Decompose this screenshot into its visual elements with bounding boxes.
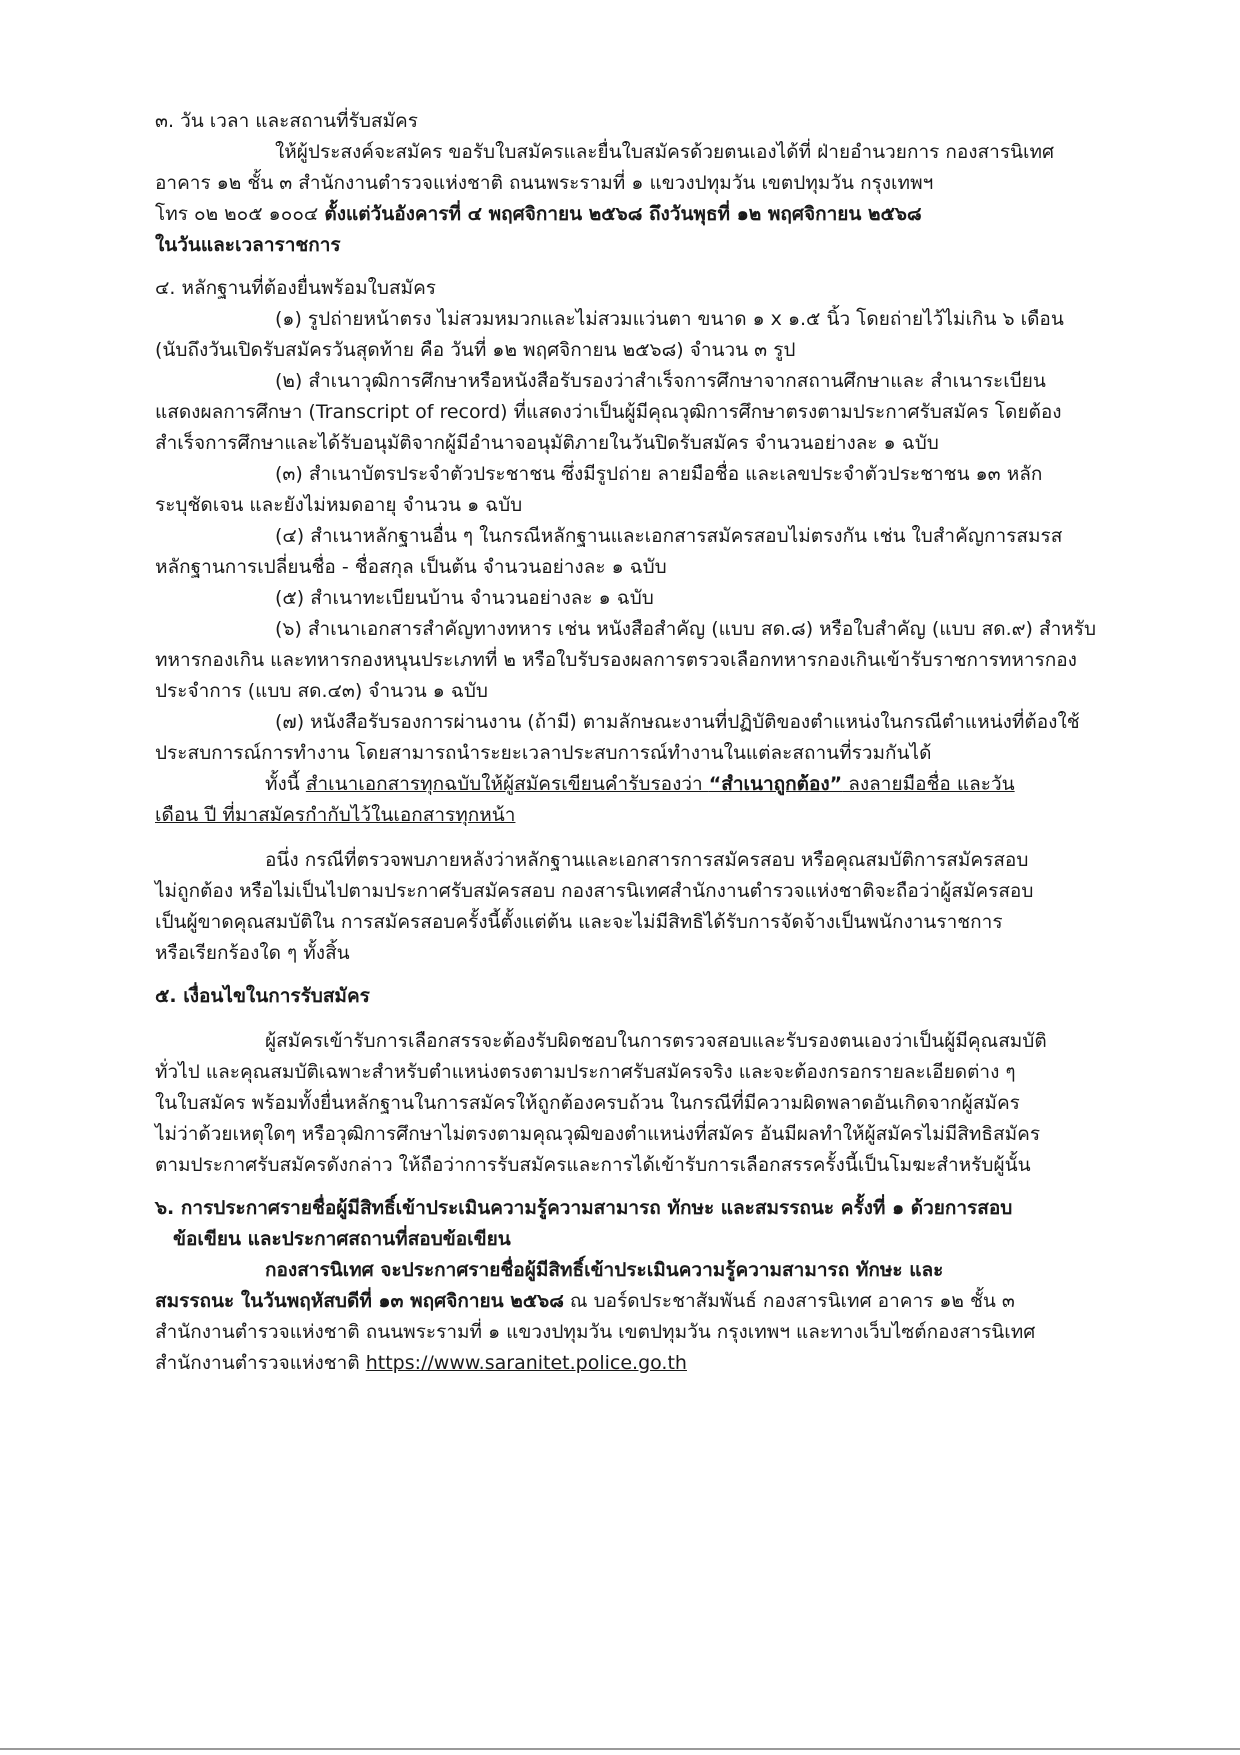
doc-item-1-cont: (นับถึงวันเปิดรับสมัครวันสุดท้าย คือ วันที่ ๑๒ พฤศจิกายน ๒๕๖๘) จำนวน ๓ รูป (155, 339, 796, 361)
warning-line-3: เป็นผู้ขาดคุณสมบัติใน การสมัครสอบครั้งนี้ตั้งแต่ต้น และจะไม่มีสิทธิได้รับการจัดจ้างเป็นพนักงานราชการ (155, 911, 1003, 933)
section5-line-5: ตามประกาศรับสมัครดังกล่าว ให้ถือว่าการรับสมัครและการได้เข้ารับการเลือกสรรครั้งนี้เป็นโมฆะสำหรับผู้นั้น (155, 1154, 1031, 1176)
doc-item-3: (๓) สำเนาบัตรประจำตัวประชาชน ซึ่งมีรูปถ่าย ลายมือชื่อ และเลขประจำตัวประชาชน ๑๓ หลัก (275, 463, 1043, 485)
announcement-location: ณ บอร์ดประชาสัมพันธ์ กองสารนิเทศ อาคาร ๑๒ ชั้น ๓ (563, 1290, 1015, 1312)
doc-item-2: (๒) สำเนาวุฒิการศึกษาหรือหนังสือรับรองว่าสำเร็จการศึกษาจากสถานศึกษาและ สำเนาระเบียน (275, 370, 1046, 392)
section6-line-3: สำนักงานตำรวจแห่งชาติ ถนนพระรามที่ ๑ แขวงปทุมวัน เขตปทุมวัน กรุงเทพฯ และทางเว็บไซต์กองสารนิเทศ (155, 1321, 1036, 1343)
phone-text: โทร ๐๒ ๒๐๕ ๑๐๐๔ (155, 203, 325, 225)
section6-line-1: กองสารนิเทศ จะประกาศรายชื่อผู้มีสิทธิ์เข้าประเมินความรู้ความสามารถ ทักษะ และ (265, 1259, 944, 1281)
note-prefix: ทั้งนี้ (265, 773, 306, 795)
section5-line-2: ทั่วไป และคุณสมบัติเฉพาะสำหรับตำแหน่งตรงตามประกาศรับสมัครจริง และจะต้องกรอกรายละเอียดต่าง ๆ (155, 1061, 1016, 1083)
section3-line-3 (155, 199, 1115, 230)
doc-item-4-cont: หลักฐานการเปลี่ยนชื่อ - ชื่อสกุล เป็นต้น จำนวนอย่างละ ๑ ฉบับ (155, 556, 667, 578)
doc-item-1: (๑) รูปถ่ายหน้าตรง ไม่สวมหมวกและไม่สวมแว่นตา ขนาด ๑ x ๑.๕ นิ้ว โดยถ่ายไว้ไม่เกิน ๖ เดือน (275, 308, 1064, 330)
note-quote: “สำเนาถูกต้อง” (708, 773, 843, 795)
section3-heading: ๓. วัน เวลา และสถานที่รับสมัคร (155, 110, 418, 132)
section6-heading-cont: ข้อเขียน และประกาศสถานที่สอบข้อเขียน (173, 1228, 511, 1250)
warning-line-4: หรือเรียกร้องใด ๆ ทั้งสิ้น (155, 942, 350, 964)
section3-line-1: ให้ผู้ประสงค์จะสมัคร ขอรับใบสมัครและยื่นใบสมัครด้วยตนเองได้ที่ ฝ่ายอำนวยการ กองสารนิเทศ (275, 141, 1055, 163)
announcement-date: สมรรถนะ ในวันพฤหัสบดีที่ ๑๓ พฤศจิกายน ๒๕๖๘ (155, 1290, 564, 1312)
doc-item-7-cont: ประสบการณ์การทำงาน โดยสามารถนำระยะเวลาประสบการณ์ทำงานในแต่ละสถานที่รวมกันได้ (155, 742, 932, 764)
warning-line-2: ไม่ถูกต้อง หรือไม่เป็นไปตามประกาศรับสมัครสอบ กองสารนิเทศสำนักงานตำรวจแห่งชาติจะถือว่าผู้สมัครสอบ (155, 880, 1034, 902)
application-period: ตั้งแต่วันอังคารที่ ๔ พฤศจิกายน ๒๕๖๘ ถึงวันพุธที่ ๑๒ พฤศจิกายน ๒๕๖๘ (324, 203, 922, 225)
doc-item-2-cont-1: แสดงผลการศึกษา (Transcript of record) ที่แสดงว่าเป็นผู้มีคุณวุฒิการศึกษาตรงตามประกาศรับสมัคร โดยต้อง (155, 401, 1062, 423)
note-underlined-1: สำเนาเอกสารทุกฉบับให้ผู้สมัครเขียนคำรับรองว่า (305, 773, 709, 795)
section5-heading: ๕. เงื่อนไขในการรับสมัคร (155, 985, 370, 1007)
section6-heading: ๖. การประกาศรายชื่อผู้มีสิทธิ์เข้าประเมินความรู้ความสามารถ ทักษะ และสมรรถนะ ครั้งที่ ๑ ด้วยการสอบ (155, 1197, 1013, 1219)
page-bottom-edge (0, 1748, 1240, 1750)
document-body (155, 106, 1115, 1379)
doc-item-4: (๔) สำเนาหลักฐานอื่น ๆ ในกรณีหลักฐานและเอกสารสมัครสอบไม่ตรงกัน เช่น ใบสำคัญการสมรส (275, 525, 1063, 547)
section3-line-4: ในวันและเวลาราชการ (155, 234, 341, 256)
agency-name: สำนักงานตำรวจแห่งชาติ (155, 1352, 366, 1374)
doc-item-2-cont-2: สำเร็จการศึกษาและได้รับอนุมัติจากผู้มีอำนาจอนุมัติภายในวันปิดรับสมัคร จำนวนอย่างละ ๑ ฉบับ (155, 432, 939, 454)
section5-line-3: ในใบสมัคร พร้อมทั้งยื่นหลักฐานในการสมัครให้ถูกต้องครบถ้วน ในกรณีที่มีความผิดพลาดอันเกิดจากผู้สมัคร (155, 1092, 1020, 1114)
website-link[interactable]: https://www.saranitet.police.go.th (365, 1352, 687, 1374)
section4-heading: ๔. หลักฐานที่ต้องยื่นพร้อมใบสมัคร (155, 277, 436, 299)
section5-line-1: ผู้สมัครเข้ารับการเลือกสรรจะต้องรับผิดชอบในการตรวจสอบและรับรองตนเองว่าเป็นผู้มีคุณสมบัติ (265, 1030, 1047, 1052)
section5-line-4: ไม่ว่าด้วยเหตุใดๆ หรือวุฒิการศึกษาไม่ตรงตามคุณวุฒิของตำแหน่งที่สมัคร อันมีผลทำให้ผู้สมัครไม่มีสิทธิสมัคร (155, 1123, 1041, 1145)
section3-line-2: อาคาร ๑๒ ชั้น ๓ สำนักงานตำรวจแห่งชาติ ถนนพระรามที่ ๑ แขวงปทุมวัน เขตปทุมวัน กรุงเทพฯ (155, 172, 934, 194)
doc-item-6-cont-2: ประจำการ (แบบ สด.๔๓) จำนวน ๑ ฉบับ (155, 680, 488, 702)
doc-item-3-cont: ระบุชัดเจน และยังไม่หมดอายุ จำนวน ๑ ฉบับ (155, 494, 523, 516)
doc-item-7: (๗) หนังสือรับรองการผ่านงาน (ถ้ามี) ตามลักษณะงานที่ปฏิบัติของตำแหน่งในกรณีตำแหน่งที่ต้องใช้ (275, 711, 1080, 733)
doc-item-6: (๖) สำเนาเอกสารสำคัญทางทหาร เช่น หนังสือสำคัญ (แบบ สด.๘) หรือใบสำคัญ (แบบ สด.๙) สำหรับ (275, 618, 1097, 640)
certification-note-cont: เดือน ปี ที่มาสมัครกำกับไว้ในเอกสารทุกหน้า (155, 804, 516, 826)
section6-line-2 (155, 1286, 1115, 1317)
doc-item-5: (๕) สำเนาทะเบียนบ้าน จำนวนอย่างละ ๑ ฉบับ (275, 587, 654, 609)
section6-line-4 (155, 1348, 1115, 1379)
certification-note (155, 769, 1115, 800)
note-underlined-2: ลงลายมือชื่อ และวัน (842, 773, 1015, 795)
warning-line-1: อนึ่ง กรณีที่ตรวจพบภายหลังว่าหลักฐานและเอกสารการสมัครสอบ หรือคุณสมบัติการสมัครสอบ (265, 849, 1029, 871)
doc-item-6-cont-1: ทหารกองเกิน และทหารกองหนุนประเภทที่ ๒ หรือใบรับรองผลการตรวจเลือกทหารกองเกินเข้ารับราชการทหารกอง (155, 649, 1077, 671)
